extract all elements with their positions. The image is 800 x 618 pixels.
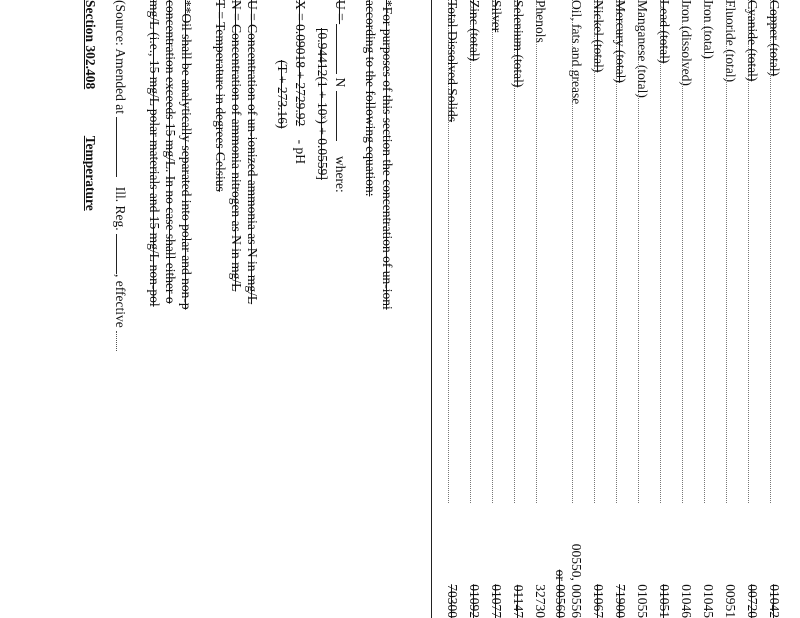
source-suffix: , effective xyxy=(113,273,128,328)
parameter-name: Fluoride (total) xyxy=(723,0,738,83)
dot-leader xyxy=(514,0,515,503)
table-row xyxy=(510,0,526,618)
dot-leader xyxy=(748,0,749,503)
storet-number: 01045 xyxy=(701,584,716,618)
storet-number: 01042 xyxy=(767,584,782,618)
source-line xyxy=(112,0,128,351)
parameter-name: Lead (total) xyxy=(657,0,672,64)
storet-number: 71900 xyxy=(613,584,628,618)
table-row xyxy=(722,0,738,618)
parameter-name: Cyanide (total) xyxy=(745,0,760,82)
storet-number: 01046 xyxy=(679,584,694,618)
parameter-name: Iron (total) xyxy=(701,0,716,59)
table-bottom-rule xyxy=(431,0,432,618)
equation-denominator-line xyxy=(314,28,330,180)
footnote-oil-line3: mg/L (i.e., 15 mg/L polar materials and 15 mg/L non-pol xyxy=(147,0,162,307)
storet-number: 70300 xyxy=(445,584,460,618)
section-title: Temperature xyxy=(83,135,98,211)
storet-number-alt: or 00560 xyxy=(553,569,568,618)
definition-n: N = Concentration of ammonia nitrogen as N in mg/L xyxy=(229,0,244,292)
parameter-name: Total Dissolved Solids xyxy=(445,0,460,123)
dot-leader xyxy=(616,0,617,503)
table-row xyxy=(466,0,482,618)
equation-denominator: [0.94412(1 + 10ˣ) + 0.0559] xyxy=(315,28,330,180)
footnote-oil-line1: **Oil shall be analytically separated into polar and non-p xyxy=(179,0,194,310)
dot-leader xyxy=(682,0,683,503)
definition-u: U = Concentration of un-ionized ammonia as N in mg/L xyxy=(245,0,260,305)
equation-x-prefix: X = 0.09018 + 2729.92 xyxy=(293,0,308,127)
parameter-name: Phenols xyxy=(533,0,548,43)
footnote-ammonia xyxy=(379,0,395,310)
table-row xyxy=(744,0,760,618)
dot-leader xyxy=(660,0,661,503)
section-heading xyxy=(82,0,98,211)
table-row xyxy=(700,0,716,618)
storet-number: 01055 xyxy=(635,584,650,618)
dot-leader xyxy=(704,0,705,503)
dot-leader xyxy=(770,0,771,503)
table-row xyxy=(444,0,460,618)
dot-leader xyxy=(594,0,595,503)
source-prefix: (Source: Amended at xyxy=(113,0,128,114)
table-row xyxy=(634,0,650,618)
equation-x-line xyxy=(292,0,308,164)
dot-leader xyxy=(470,0,471,503)
table-row xyxy=(656,0,672,618)
table-row xyxy=(590,0,606,618)
parameter-name: Manganese (total) xyxy=(635,0,650,98)
storet-number: 01092 xyxy=(467,584,482,618)
dot-leader xyxy=(726,0,727,503)
parameter-name: Zinc (total) xyxy=(467,0,482,62)
definition-t: T = Temperature in degrees Celsius xyxy=(213,0,228,192)
storet-number: 01067 xyxy=(591,584,606,618)
storet-number: 32730 xyxy=(533,584,548,618)
equation-x-suffix: - pH xyxy=(293,139,308,164)
equation-numerator: N xyxy=(333,77,348,88)
equation-where: where: xyxy=(333,156,348,193)
dot-leader xyxy=(536,0,537,503)
storet-number: 00951 xyxy=(723,584,738,618)
footnote-ammonia-line2: according to the following equation: xyxy=(363,0,378,197)
source-mid: Ill. Reg. xyxy=(113,186,128,231)
parameter-name: Silver xyxy=(489,0,504,33)
parameter-name: Nickel (total) xyxy=(591,0,606,73)
table-row xyxy=(532,0,548,618)
storet-number: 01051 xyxy=(657,584,672,618)
table-row xyxy=(553,0,584,618)
storet-number: 00720 xyxy=(745,584,760,618)
table-row xyxy=(766,0,782,618)
table-row xyxy=(488,0,504,618)
parameter-name: Oil, fats and grease xyxy=(569,0,584,105)
dot-leader xyxy=(572,0,573,503)
equation-x-denominator-line xyxy=(274,60,290,128)
parameter-name: Iron (dissolved) xyxy=(679,0,694,86)
equation-numerator-line xyxy=(332,0,348,193)
footnote-ammonia-line1: *For purposes of this section the concentration of un-ioni xyxy=(380,0,395,310)
dot-leader xyxy=(638,0,639,503)
section-number: Section 302.408 xyxy=(83,0,98,90)
footnote-oil-line2: concentration exceeds 15 mg/L. In no case shall either o xyxy=(163,0,178,304)
footnote-ammonia-line2-wrap xyxy=(362,0,378,196)
storet-number: 01077 xyxy=(489,584,504,618)
parameter-name: Copper (total) xyxy=(767,0,782,77)
equation-u-label: U = xyxy=(333,0,348,25)
dot-leader xyxy=(492,0,493,503)
parameter-name: Mercury (total) xyxy=(613,0,628,83)
storet-number: 00550, 00556 xyxy=(569,543,584,618)
dot-leader xyxy=(448,0,449,503)
table-row xyxy=(678,0,694,618)
parameter-name: Selenium (total) xyxy=(511,0,526,88)
storet-number: 01147 xyxy=(511,584,526,618)
equation-x-denominator: (T + 273.16) xyxy=(275,60,290,129)
table-row xyxy=(612,0,628,618)
